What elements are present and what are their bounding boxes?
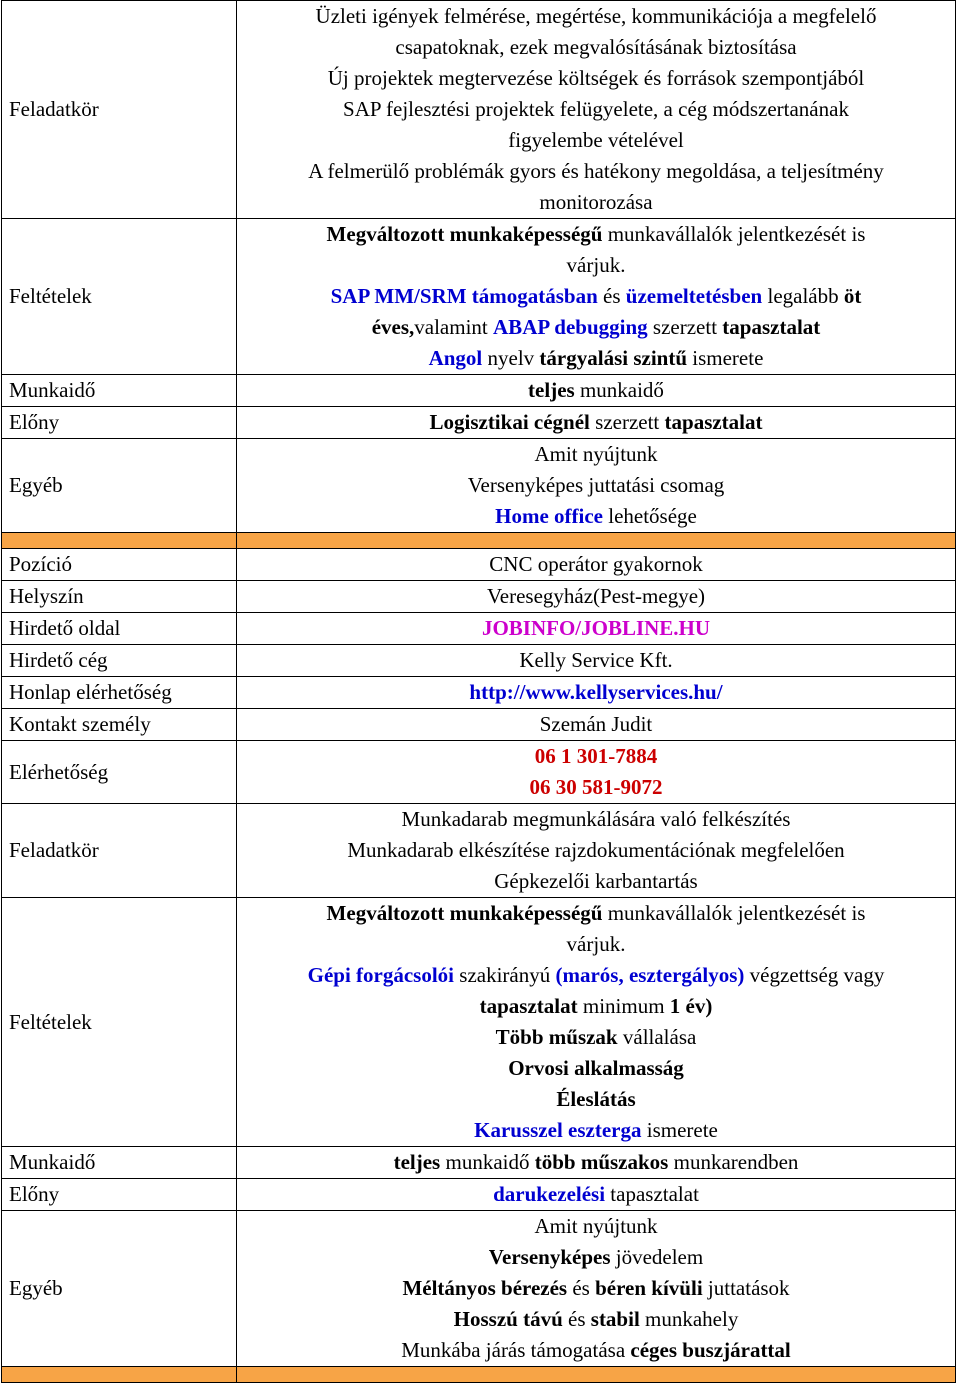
text: szerzett [589,410,665,434]
separator-cell [2,1367,237,1383]
honlap-value [237,677,956,709]
text: munkavállalók jelentkezését is [602,222,866,246]
text-bold: tapasztalat [479,994,578,1018]
phone-link[interactable]: 06 30 581-9072 [529,775,663,799]
label-hirdeto-oldal: Hirdető oldal [2,613,237,645]
feladatkor-line: Munkadarab megmunkálására való felkészítés [401,807,791,831]
text-bold: tapasztalat [664,410,763,434]
text-highlight: Angol [428,346,483,370]
row-feltetelek [2,219,956,375]
label-pozicio: Pozíció [2,549,237,581]
row-pozicio [2,549,956,581]
text: vállalása [617,1025,697,1049]
text: legalább [762,284,844,308]
text-bold: tapasztalat [722,315,821,339]
kontakt-value: Szemán Judit [237,709,956,741]
feltetel-line: várjuk. [566,253,626,277]
text: és [567,1276,596,1300]
row-honlap [2,677,956,709]
egyeb-line [243,1273,949,1304]
feltetelek-list [237,219,956,375]
text: munkaidő [574,378,664,402]
text: minimum [577,994,670,1018]
row-munkaido [2,375,956,407]
feladatkor-line: A felmerülő problémák gyors és hatékony megoldása, a teljesítmény [308,159,884,183]
munkaido-value [237,375,956,407]
feltetel-line [243,991,949,1022]
pozicio-value: CNC operátor gyakornok [237,549,956,581]
text-bold: Megváltozott munkaképességű [326,901,603,925]
text-bold: Logisztikai cégnél [429,410,590,434]
text-bold: teljes [528,378,575,402]
text-bold: béren kívüli [595,1276,703,1300]
text-bold: Több műszak [495,1025,618,1049]
text-bold: 1 év) [669,994,713,1018]
feladatkor-list [237,804,956,898]
text-bold: Megváltozott munkaképességű [326,222,603,246]
label-feltetelek: Feltételek [2,898,237,1147]
feladatkor-list [237,1,956,219]
separator-cell [237,1367,956,1383]
label-munkaido: Munkaidő [2,375,237,407]
text: ismerete [641,1118,718,1142]
text: tapasztalat [605,1182,699,1206]
feltetel-line [243,281,949,312]
row-feladatkor [2,1,956,219]
hirdeto-oldal-value [237,613,956,645]
text-bold: több műszakos [534,1150,669,1174]
text-highlight: ABAP debugging [493,315,648,339]
text-highlight: darukezelési [493,1182,606,1206]
egyeb-line [243,501,949,532]
text-bold: Hosszú távú [453,1307,563,1331]
elony-value [237,1179,956,1211]
text: végzettség vagy [744,963,885,987]
text: nyelv [482,346,540,370]
row-kontakt [2,709,956,741]
separator-cell [2,533,237,549]
feladatkor-line: SAP fejlesztési projektek felügyelete, a cég módszertanának [343,97,849,121]
row-elony-2 [2,1179,956,1211]
feltetel-line [243,219,949,250]
label-egyeb: Egyéb [2,1211,237,1367]
feltetel-line [243,343,949,374]
feladatkor-line: csapatoknak, ezek megvalósításának biztosítása [395,35,797,59]
text: és [562,1307,591,1331]
egyeb-list [237,1211,956,1367]
egyeb-list [237,439,956,533]
feltetel-line: Éleslátás [556,1087,636,1111]
text: munkahely [639,1307,739,1331]
text-highlight: SAP MM/SRM támogatásban [330,284,598,308]
label-egyeb: Egyéb [2,439,237,533]
row-hirdeto-oldal [2,613,956,645]
text-highlight: Home office [495,504,603,528]
feladatkor-line: figyelembe vételével [508,128,684,152]
job-table [1,0,956,1383]
feladatkor-line: monitorozása [539,190,653,214]
feltetel-line: Orvosi alkalmasság [508,1056,684,1080]
label-elerhetoseg: Elérhetőség [2,741,237,804]
label-elony: Előny [2,407,237,439]
text: szakirányú [454,963,556,987]
egyeb-line [243,1304,949,1335]
feladatkor-line: Új projektek megtervezése költségek és források szempontjából [327,66,865,90]
row-helyszin [2,581,956,613]
text-bold: Méltányos bérezés [402,1276,568,1300]
egyeb-line [243,1335,949,1366]
separator-row [2,1367,956,1383]
label-feladatkor: Feladatkör [2,1,237,219]
feladatkor-line: Gépkezelői karbantartás [494,869,698,893]
text: ismerete [687,346,764,370]
text: munkarendben [668,1150,799,1174]
egyeb-line: Amit nyújtunk [534,1214,658,1238]
hirdeto-oldal-link[interactable]: JOBINFO/JOBLINE.HU [481,616,711,640]
text: munkaidő [440,1150,535,1174]
text-highlight: üzemeltetésben [625,284,763,308]
label-feltetelek: Feltételek [2,219,237,375]
text: valamint [414,315,494,339]
text-bold: céges buszjárattal [630,1338,791,1362]
text: lehetősége [603,504,697,528]
feladatkor-line: Üzleti igények felmérése, megértése, kommunikációja a megfelelő [315,4,877,28]
elerhetoseg-list [237,741,956,804]
row-hirdeto-ceg [2,645,956,677]
feltetel-line [243,1115,949,1146]
feltetel-line [243,960,949,991]
label-hirdeto-ceg: Hirdető cég [2,645,237,677]
row-egyeb-2 [2,1211,956,1367]
feltetel-line [243,898,949,929]
hirdeto-ceg-value: Kelly Service Kft. [237,645,956,677]
feltetel-line [243,1022,949,1053]
text: jövedelem [610,1245,704,1269]
honlap-link[interactable]: http://www.kellyservices.hu/ [469,680,723,704]
separator-cell [237,533,956,549]
feltetel-line: várjuk. [566,932,626,956]
egyeb-line: Amit nyújtunk [534,442,658,466]
label-honlap: Honlap elérhetőség [2,677,237,709]
text-bold: éves, [371,315,415,339]
elony-value [237,407,956,439]
helyszin-value: Veresegyház(Pest-megye) [237,581,956,613]
text-bold: Versenyképes [488,1245,611,1269]
text-bold: stabil [590,1307,640,1331]
egyeb-line: Versenyképes juttatási csomag [467,473,725,497]
feladatkor-line: Munkadarab elkészítése rajzdokumentációnak megfelelően [347,838,845,862]
row-egyeb [2,439,956,533]
feltetel-line [243,312,949,343]
phone-link[interactable]: 06 1 301-7884 [534,744,658,768]
munkaido-value [237,1147,956,1179]
feltetelek-list [237,898,956,1147]
row-munkaido-2 [2,1147,956,1179]
row-feladatkor-2 [2,804,956,898]
text-highlight: (marós, esztergályos) [555,963,745,987]
label-elony: Előny [2,1179,237,1211]
text-highlight: Gépi forgácsolói [307,963,455,987]
row-feltetelek-2 [2,898,956,1147]
text: Munkába járás támogatása [401,1338,631,1362]
text: szerzett [647,315,723,339]
text: munkavállalók jelentkezését is [602,901,866,925]
text: és [597,284,626,308]
row-elerhetoseg [2,741,956,804]
egyeb-line [243,1242,949,1273]
text-bold: tárgyalási szintű [539,346,688,370]
text-bold: öt [843,284,862,308]
separator-row [2,533,956,549]
label-feladatkor: Feladatkör [2,804,237,898]
label-kontakt: Kontakt személy [2,709,237,741]
text: juttatások [702,1276,790,1300]
text-highlight: Karusszel eszterga [474,1118,642,1142]
row-elony [2,407,956,439]
label-munkaido: Munkaidő [2,1147,237,1179]
text-bold: teljes [393,1150,441,1174]
label-helyszin: Helyszín [2,581,237,613]
